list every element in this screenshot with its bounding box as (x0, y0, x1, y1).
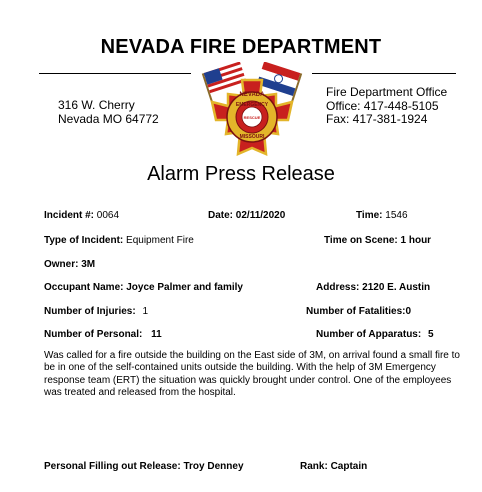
injuries-field (44, 306, 148, 317)
date-label: Date: (208, 210, 234, 221)
date-value: 02/11/2020 (235, 210, 286, 221)
filler-value: Troy Denney (183, 461, 244, 472)
address-value: 2120 E. Austin (362, 282, 431, 293)
incident-label: Incident #: (44, 210, 95, 221)
personal-label: Number of Personal: (44, 329, 143, 340)
fatalities-value: 0 (405, 306, 412, 317)
report-title: Alarm Press Release (147, 163, 335, 185)
scene-label: Time on Scene: (324, 235, 398, 246)
incident-type-field (44, 235, 194, 246)
occupant-value: Joyce Palmer and family (126, 282, 243, 293)
city-address: Nevada MO 64772 (58, 112, 159, 126)
header-rule-right (312, 73, 456, 74)
rank-field (300, 461, 367, 472)
type-label: Type of Incident: (44, 235, 124, 246)
occupant-field (44, 282, 243, 293)
svg-text:RESCUE: RESCUE (243, 115, 261, 120)
rank-label: Rank: (300, 461, 328, 472)
rank-value: Captain (330, 461, 368, 472)
time-field (356, 210, 408, 221)
type-value: Equipment Fire (126, 235, 194, 246)
office-title: Fire Department Office (326, 85, 448, 99)
fatalities-label: Number of Fatalities: (306, 306, 406, 317)
time-on-scene-field (324, 235, 431, 246)
owner-value: 3M (81, 259, 96, 270)
fax-number: Fax: 417-381-1924 (326, 112, 428, 126)
owner-label: Owner: (44, 259, 79, 270)
filler-field (44, 461, 244, 472)
date-field (208, 210, 285, 221)
address-label: Address: (316, 282, 360, 293)
address-field (316, 282, 430, 293)
apparatus-value: 5 (427, 329, 434, 340)
owner-field (44, 259, 95, 270)
injuries-value: 1 (142, 306, 149, 317)
incident-number-field (44, 210, 119, 221)
fatalities-field (306, 306, 411, 317)
personal-count-field (44, 329, 162, 340)
svg-text:MISSOURI: MISSOURI (239, 134, 265, 140)
apparatus-count-field (316, 329, 434, 340)
incident-narrative: Was called for a fire outside the building on the East side of 3M, on arrival found a small fire to be in one of the self-contained units outside the building. With the help of 3M Emergency response team (ERT) the situation was quickly brought under control. One of the employees was treated and released from the hospital. (44, 350, 460, 399)
department-name: NEVADA FIRE DEPARTMENT (100, 36, 382, 58)
personal-value: 11 (151, 329, 162, 340)
injuries-label: Number of Injuries: (44, 306, 136, 317)
header-rule-left (39, 73, 191, 74)
filler-label: Personal Filling out Release: (44, 461, 181, 472)
apparatus-label: Number of Apparatus: (316, 329, 422, 340)
incident-value: 0064 (96, 210, 120, 221)
scene-value: 1 hour (400, 235, 432, 246)
svg-text:EMERGENCY: EMERGENCY (235, 102, 269, 108)
svg-text:NEVADA: NEVADA (239, 92, 265, 98)
street-address: 316 W. Cherry (58, 98, 135, 112)
fire-department-patch-logo (200, 62, 304, 170)
time-label: Time: (356, 210, 383, 221)
office-phone: Office: 417-448-5105 (326, 99, 439, 113)
occupant-label: Occupant Name: (44, 282, 124, 293)
time-value: 1546 (385, 210, 408, 221)
